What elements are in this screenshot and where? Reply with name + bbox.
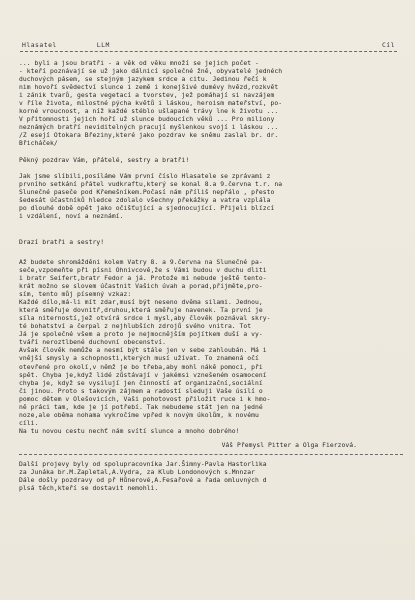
letter-salutation: Drazí bratři a sestry!: [19, 238, 105, 246]
letter-line: té bohatství a čerpal z nejhlubších zdrojů svého vnitra. Tot: [19, 323, 252, 331]
closing-line: plsá těch,kteří se dostavit nemohli.: [19, 485, 159, 493]
quote-line: - kteří poznávají se už jako dálnicí společné žně, obyvatelé jednéch: [19, 68, 283, 76]
letter-line: cíli.: [19, 419, 39, 427]
closing-line: Dále došly pozdravy od př Hůnerové,A.Fesařové a řada omluvných d: [19, 477, 267, 485]
section-divider: [19, 454, 403, 455]
header-divider: [20, 51, 397, 52]
letter-line: vnější smysly a schopnosti,kterých musí užívat. To znamená očí: [19, 355, 259, 363]
greeting: Pěkný pozdrav Vám, přátelé, sestry a bratři!: [19, 156, 190, 164]
letter-line: noze,ale oběma nohama vykročíme vpřed k novým úkolům, k novému: [19, 411, 259, 419]
letter-line: Na tu novou cestu nechť nám svítí slunce a mnoho dobrého!: [19, 427, 240, 435]
letter-line: seče,vzpomeňte při písni Ohnivcově,že s Vámi budou v duchu dliti: [19, 266, 267, 274]
letter-line: i bratr Seifert,bratr Fedor a já. Protože mi nebude ještě tento-: [19, 274, 267, 282]
letter-signature: Váš Přemysl Pitter a Olga Fierzová.: [221, 441, 357, 449]
page-body: [19, 60, 403, 582]
page-header: [22, 41, 395, 49]
paragraph-line: po dlouhé době opět jako očišťující a sjednocující. Přijeli blízcí: [19, 204, 275, 212]
letter-line: pomoc dětem v Olešovicích, Vaši pohotovost přiložit ruce i k hmo-: [19, 395, 271, 403]
letter-line: chyba je, když se vysilují jen činností ať organizační,sociální: [19, 379, 263, 387]
breziny-quote: [19, 60, 403, 149]
header-publication-title: Hlasatel: [22, 41, 57, 49]
header-issue-label: LLM: [96, 41, 110, 49]
meeting-report-paragraph: [19, 173, 403, 221]
quote-line: duchových pásem, se stejným jazykem srdce a citu. Jedinou řečí k: [19, 76, 267, 84]
letter-line: spět. Chyba je,když lidé zůstávají v jakémsi vznešeném osamocení: [19, 371, 267, 379]
paragraph-line: prvního setkání přátel vudkraftu,který se konal 8.a 9.června t.r. na: [19, 180, 283, 188]
letter-line: Já je společné všem a proto je nejmocnějším pojítkem duší a vy-: [19, 331, 263, 339]
paragraph-line: Slunečné paseče pod Křemešníkem.Počasí nám příliš nepřálo , přesto: [19, 188, 275, 196]
header-section-label: Cíl: [381, 41, 395, 49]
quote-line: /Z esejí Otokara Březiny,které jako pozdrav ke sněmu zaslal br. dr.: [19, 132, 279, 140]
quote-line: korné vroucnost, a níž každé stéblo ušlapané trávy lne k životu ...: [19, 108, 279, 116]
quote-line: i zánik tvarů, gesta vegetací a tvorstev, jež pomáhají si navzájem: [19, 92, 275, 100]
paragraph-line: i vzdálení, noví a neznámí.: [19, 212, 124, 220]
paragraph-line: šedesát účastníků hledce zdolalo všechny překážky a vatra vzplála: [19, 196, 271, 204]
quote-line: neznámých bratří neviditelných pracují myšlenkou svojí i láskou ...: [19, 124, 279, 132]
letter-line: která směřuje dovnitř,druhou,která směřuje navenek. Ta první je: [19, 307, 263, 315]
closing-notes: [19, 461, 403, 493]
quote-line: Břicháček/: [19, 140, 58, 148]
quote-line: ... byli a jsou bratři - a věk od věku množí se jejich počet -: [19, 60, 259, 67]
letter-line: tváří neroztlbené duchovní obecenství.: [19, 339, 167, 347]
quote-line: V přitomnosti jejich hoří už slunce budoucích věků ... Pro miliony: [19, 116, 275, 124]
letter-line: Až budete shromážděni kolem Vatry 8. a 9.června na Slunečné pa-: [19, 258, 263, 266]
letter-line: ně práci tam, kde je jí potřebí. Tak nebudeme stát jen na jedné: [19, 403, 263, 411]
closing-line: za Junáka br.M.Zapletal,A.Vydra, za Klub Londonových s.Mnnzar: [19, 469, 256, 477]
letter-line: či jinou. Proto s takovým zájmem a radostí sleduji Vaše úsilí o: [19, 387, 263, 395]
quote-line: nim hovoří svědectví slunce i země i konejšivé dumévy hvězd,rozkvět: [19, 84, 279, 92]
closing-line: Další projevy byly od spolupracovníka Jar.Šimny-Pavla Hastorlika: [19, 460, 267, 468]
letter-line: Avšak člověk nemůže a nesmí být stále jen v sebe zahloubán. Má i: [19, 347, 267, 355]
letter-line: síla niterností,jež otvírá srdce i mysl,aby člověk poznával skry-: [19, 315, 271, 323]
letter-line: sím, tento můj písemný vzkaz:: [19, 291, 132, 299]
letter-line: otevřené pro okolí,v němž je bo třeba,aby mohl nákě pomoci, při: [19, 363, 263, 371]
letter-body: [19, 259, 403, 436]
letter-line: Každé dílo,má-li mít zdar,musí být neseno dvěma silami. Jednou,: [19, 299, 263, 307]
quote-line: v říle života, milostné pýcha květů i láskou, heroism mateřství, po-: [19, 100, 283, 108]
letter-line: krát možno se slovem účastnit Vašich úvah a porad,přijměte,pro-: [19, 283, 263, 291]
paragraph-line: Jak jsme slíbili,posíláme Vám první číslo Hlasatele se zprávami z: [19, 172, 271, 180]
